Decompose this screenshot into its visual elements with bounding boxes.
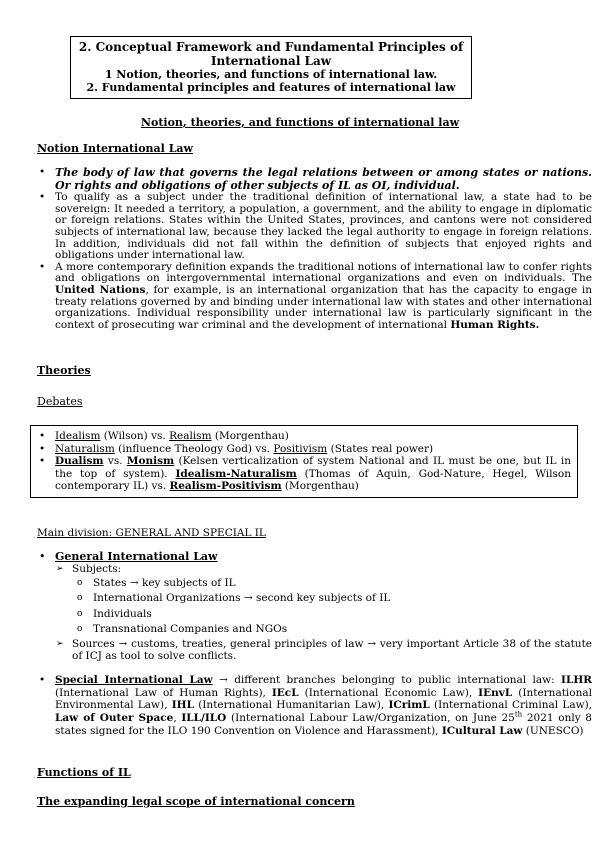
subject-states xyxy=(37,576,592,592)
debate-text: (Wilson) vs. xyxy=(100,430,170,442)
sources-text: Sources → customs, treaties, general principles of law → very important Article 38 of the statute of ICJ as tool to solve conflicts. xyxy=(72,637,592,663)
section-title: Notion, theories, and functions of international law xyxy=(140,116,460,129)
notion-bullet-contemporary xyxy=(37,262,592,332)
chapter-subtitle-1: 1 Notion, theories, and functions of international law. xyxy=(104,68,438,81)
special-text: (International Economic Law), xyxy=(298,686,479,699)
special-il-label: Special International Law xyxy=(55,674,213,686)
debate-text: (States real power) xyxy=(327,442,434,455)
idealism-naturalism-term: Idealism-Naturalism xyxy=(175,467,297,480)
ilhr-term: ILHR xyxy=(561,674,592,686)
general-il-section xyxy=(37,550,592,663)
traditional-definition-text: To qualify as a subject under the traditional definition of international law, a state had to be sovereign: It needed a territory, a population, a government, and the ability to engage in diplomatic or foreign relations. States within the United States, provinces, and cantons were not considered subjects of international law, because they lacked the legal authority to engage in foreign relations. In addition, individuals did not fall within the definition of subjects that enjoyed rights and obligations under international law. xyxy=(55,191,592,262)
bullet-icon: • xyxy=(39,455,46,467)
chapter-header-box xyxy=(70,36,472,99)
special-il-item xyxy=(37,674,592,738)
sources-item xyxy=(37,638,592,663)
contemporary-text-b: , for example, is an international organization that has the capacity to engage in treaty relations governed by and binding under international law with states and other international organizations. Individual responsibility under international law is particularly significant in the context of prosecuting war criminal and the development of international xyxy=(55,283,592,331)
special-text: 2021 only 8 states signed for the ILO 190 Convention on Violence and Harassment), xyxy=(55,712,592,737)
bullet-icon: • xyxy=(39,442,46,455)
debate-text: (Thomas of Aquin, God-Nature, Hegel, Wilson contemporary IL) vs. xyxy=(55,467,571,492)
bullet-icon: • xyxy=(39,430,46,442)
icriml-term: ICrimL xyxy=(388,699,430,712)
bullet-icon: • xyxy=(39,674,46,686)
subject-text: International Organizations → second key subjects of IL xyxy=(93,592,391,605)
special-text: → different branches belonging to public international law: xyxy=(212,674,562,686)
definition-text: The body of law that governs the legal relations between or among states or nations. Or rights and obligations of other subjects of IL as OI, individual. xyxy=(55,166,592,192)
general-il-item xyxy=(37,550,592,563)
iecl-term: IEcL xyxy=(271,686,299,699)
circle-bullet-icon: o xyxy=(77,624,83,635)
dualism-term: Dualism xyxy=(55,455,104,467)
circle-bullet-icon: o xyxy=(77,593,83,604)
positivism-term: Positivism xyxy=(273,442,328,455)
special-text: (International Labour Law/Organization, on June 25 xyxy=(226,712,515,725)
expanding-scope-heading: The expanding legal scope of international concern xyxy=(37,795,355,808)
subject-text: Individuals xyxy=(93,607,152,620)
ordinal-suffix: th xyxy=(514,710,523,719)
special-text: (UNESCO) xyxy=(522,724,584,737)
notion-bullet-list xyxy=(37,167,592,331)
chapter-title: 2. Conceptual Framework and Fundamental Principles of International Law xyxy=(78,40,464,68)
bullet-icon: • xyxy=(39,166,46,178)
functions-heading: Functions of IL xyxy=(37,766,131,779)
debate-text: (influence Theology God) vs. xyxy=(114,442,274,455)
realism-positivism-term: Realism-Positivism xyxy=(169,480,282,492)
theories-heading: Theories xyxy=(37,364,91,377)
cultural-law-term: ICultural Law xyxy=(441,724,523,737)
special-text: (International Law of Human Rights), xyxy=(55,686,272,699)
subject-text: Transnational Companies and NGOs xyxy=(93,623,288,636)
ienvl-term: IEnvL xyxy=(478,686,513,699)
notion-bullet-definition xyxy=(37,167,592,192)
united-nations-text: United Nations xyxy=(55,283,146,296)
subject-io xyxy=(37,591,592,607)
notion-bullet-traditional xyxy=(37,192,592,262)
debates-box xyxy=(30,425,578,498)
notion-heading: Notion International Law xyxy=(37,142,194,155)
debates-label: Debates xyxy=(37,395,83,408)
monism-term: Monism xyxy=(126,455,175,467)
outer-space-term: Law of Outer Space xyxy=(55,712,174,725)
subject-companies xyxy=(37,622,592,638)
realism-term: Realism xyxy=(169,430,212,442)
debate-text: (Morgenthau) xyxy=(281,480,359,492)
general-il-label: General International Law xyxy=(55,550,218,563)
special-text: (International Humanitarian Law), xyxy=(193,699,389,712)
special-il-section xyxy=(37,674,592,738)
ihl-term: IHL xyxy=(171,699,194,712)
special-text: (International Criminal Law), xyxy=(429,699,593,712)
subject-text: States → key subjects of IL xyxy=(93,576,236,589)
bullet-icon: • xyxy=(39,550,46,563)
idealism-term: Idealism xyxy=(55,430,101,442)
debate-dualism-monism xyxy=(37,455,571,493)
debate-naturalism-positivism xyxy=(37,443,571,456)
bullet-icon: • xyxy=(39,260,46,273)
special-text: (International Environmental Law), xyxy=(55,686,592,712)
debate-text: (Kelsen verticalization of system National and IL must be one, but IL in the top of system). xyxy=(55,455,571,480)
ilo-term: ILL/ILO xyxy=(181,712,227,725)
human-rights-text: Human Rights. xyxy=(450,318,540,331)
naturalism-term: Naturalism xyxy=(55,442,115,455)
subjects-label: Subjects: xyxy=(72,563,122,575)
debate-text: (Morgenthau) xyxy=(211,430,289,442)
subject-individuals xyxy=(37,607,592,623)
debate-idealism-realism xyxy=(37,430,571,443)
main-division-label: Main division: GENERAL AND SPECIAL IL xyxy=(37,527,266,539)
debate-text: vs. xyxy=(103,455,127,467)
bullet-icon: • xyxy=(39,191,46,204)
chapter-subtitle-2: 2. Fundamental principles and features of international law xyxy=(86,81,456,94)
arrow-bullet-icon: ➢ xyxy=(56,564,64,574)
special-text: , xyxy=(173,712,182,725)
subjects-item xyxy=(37,563,592,576)
circle-bullet-icon: o xyxy=(77,608,83,619)
contemporary-text-a: A more contemporary definition expands the traditional notions of international law to confer rights and obligations on intergovernmental international organizations and even on individuals. The xyxy=(55,260,592,285)
arrow-bullet-icon: ➢ xyxy=(56,638,64,649)
circle-bullet-icon: o xyxy=(77,577,83,588)
